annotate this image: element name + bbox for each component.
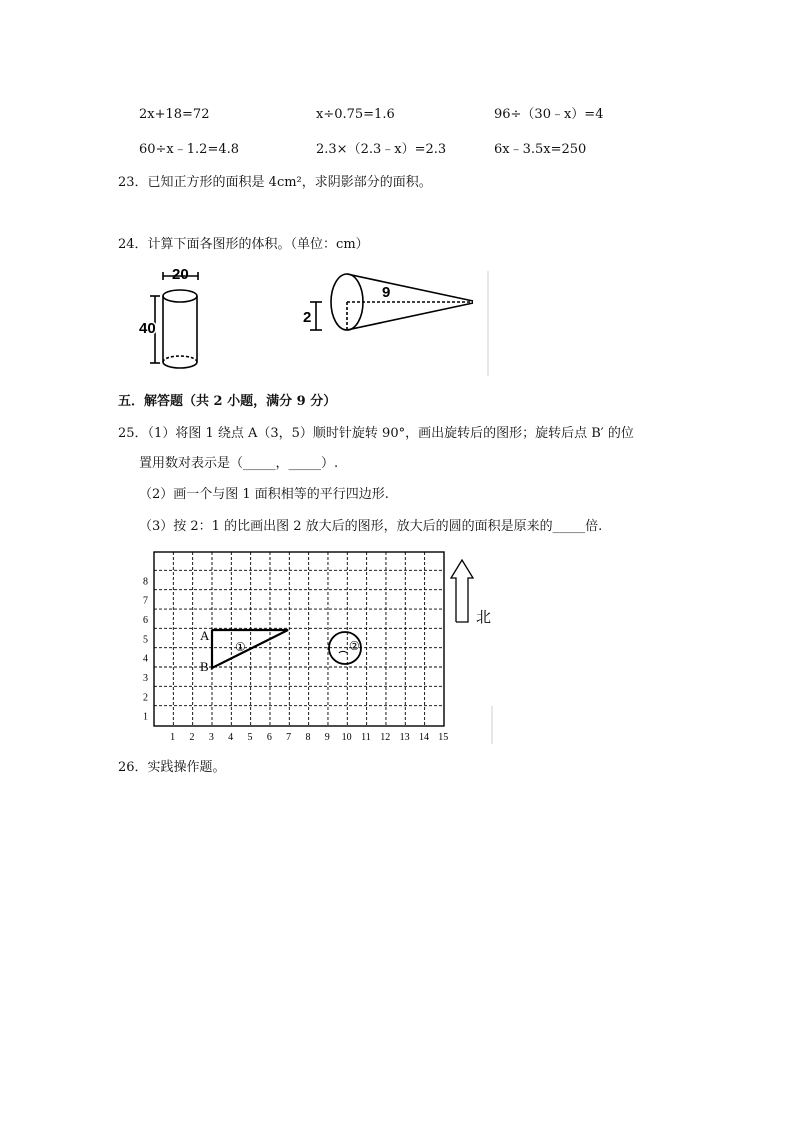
equation: x÷0.75=1.6 bbox=[316, 107, 395, 122]
x-tick-label: 1 bbox=[170, 732, 176, 743]
north-arrow-icon bbox=[451, 560, 473, 622]
x-tick-label: 7 bbox=[286, 732, 292, 743]
question-24: 24．计算下面各图形的体积。（单位：cm） bbox=[118, 237, 369, 252]
equation: 6x﹣3.5x=250 bbox=[494, 142, 587, 157]
y-tick-label: 2 bbox=[143, 692, 148, 704]
question-25-line-1: 25．（1）将图 1 绕点 A（3，5）顺时针旋转 90°，画出旋转后的图形；旋转后点 B′ 的位 bbox=[118, 426, 634, 441]
y-tick-label: 5 bbox=[143, 634, 148, 646]
x-tick-label: 10 bbox=[341, 732, 352, 743]
question-25-line-2: 置用数对表示是（_____，_____）. bbox=[139, 456, 339, 471]
point-a-label: A bbox=[200, 628, 210, 643]
cone-slant-label: 9 bbox=[382, 284, 391, 301]
x-tick-label: 4 bbox=[228, 732, 234, 743]
x-tick-label: 14 bbox=[418, 732, 429, 743]
cylinder-height-label: 40 bbox=[139, 320, 156, 337]
coordinate-grid bbox=[138, 546, 498, 746]
cone-figure bbox=[300, 266, 490, 378]
figure-2-label: ② bbox=[349, 639, 360, 653]
x-tick-label: 6 bbox=[266, 732, 272, 743]
y-tick-label: 1 bbox=[143, 711, 148, 723]
point-b-label: B bbox=[200, 659, 209, 674]
equation: 2x+18=72 bbox=[139, 107, 210, 122]
x-tick-label: 15 bbox=[438, 732, 449, 743]
cylinder-diameter-label: 20 bbox=[172, 266, 189, 283]
y-tick-label: 8 bbox=[143, 576, 148, 588]
x-tick-label: 12 bbox=[380, 732, 391, 743]
equation: 60÷x﹣1.2=4.8 bbox=[139, 142, 240, 157]
y-tick-label: 7 bbox=[143, 595, 148, 607]
y-tick-label: 6 bbox=[143, 615, 148, 627]
triangle-figure-1 bbox=[212, 630, 288, 668]
x-tick-label: 8 bbox=[305, 732, 311, 743]
equation: 2.3×（2.3﹣x）=2.3 bbox=[316, 142, 447, 157]
y-tick-label: 3 bbox=[143, 673, 148, 685]
question-23: 23．已知正方形的面积是 4cm²，求阴影部分的面积。 bbox=[118, 175, 432, 190]
question-26: 26．实践操作题。 bbox=[118, 760, 226, 775]
x-tick-label: 5 bbox=[247, 732, 253, 743]
x-tick-label: 11 bbox=[361, 732, 371, 743]
cylinder-figure bbox=[138, 266, 218, 378]
x-tick-label: 13 bbox=[399, 732, 410, 743]
cone-radius-label: 2 bbox=[303, 309, 312, 326]
equation: 96÷（30﹣x）=4 bbox=[494, 107, 604, 122]
y-tick-label: 4 bbox=[143, 653, 148, 665]
question-25-line-3: （2）画一个与图 1 面积相等的平行四边形. bbox=[139, 487, 389, 502]
x-tick-label: 3 bbox=[208, 732, 214, 743]
north-label: 北 bbox=[476, 608, 492, 626]
question-25-line-4: （3）按 2：1 的比画出图 2 放大后的图形，放大后的圆的面积是原来的_____倍. bbox=[139, 519, 603, 534]
section-heading: 五．解答题（共 2 小题，满分 9 分） bbox=[118, 394, 337, 409]
x-tick-label: 2 bbox=[189, 732, 195, 743]
figure-1-label: ① bbox=[235, 640, 246, 654]
x-tick-label: 9 bbox=[324, 732, 330, 743]
